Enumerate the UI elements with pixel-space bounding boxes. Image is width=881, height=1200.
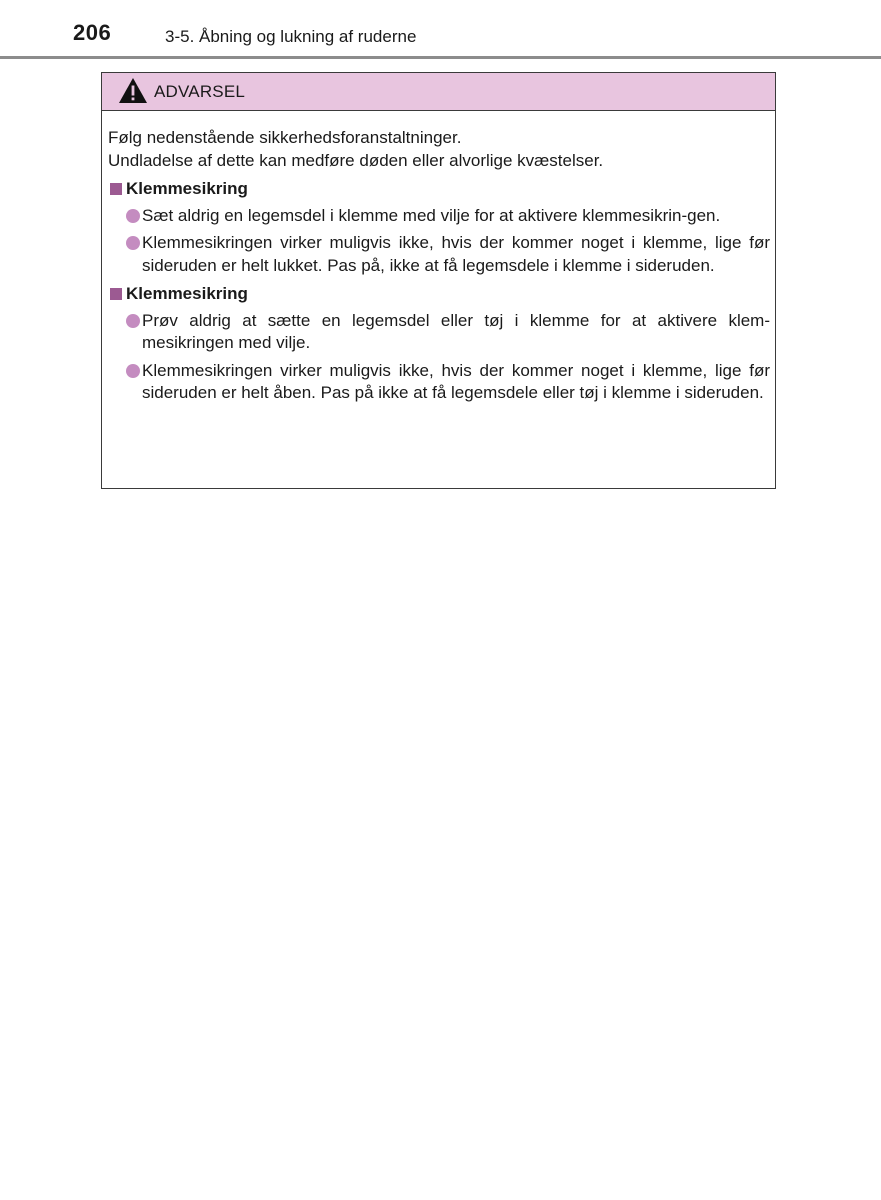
intro-line: Undladelse af dette kan medføre døden eller alvorlige kvæstelser. (108, 150, 604, 170)
bullet-item (108, 232, 770, 277)
warning-triangle-icon (118, 77, 148, 104)
section-heading-label: Klemmesikring (126, 284, 248, 303)
warning-title: ADVARSEL (154, 82, 246, 101)
round-bullet-icon (126, 364, 140, 378)
page-header (0, 0, 881, 60)
section-heading (108, 178, 770, 201)
section-heading (108, 283, 770, 306)
bullet-item (108, 310, 770, 355)
page-number: 206 (73, 20, 112, 45)
intro-line: Følg nedenstående sikkerhedsforanstaltninger. (108, 128, 462, 147)
square-bullet-icon (110, 288, 122, 300)
warning-body (108, 127, 770, 405)
bullet-text: Klemmesikringen virker muligvis ikke, hvis der kommer noget i klemme, lige før sideruden er helt åben. Pas på ikke at få legemsdele eller tøj i klemme i sideruden. (142, 360, 770, 402)
warning-box (101, 72, 776, 489)
square-bullet-icon (110, 183, 122, 195)
section-heading-label: Klemmesikring (126, 179, 248, 198)
bullet-text: Prøv aldrig at sætte en legemsdel eller tøj i klemme for at aktivere klem-mesikringen med vilje. (142, 310, 770, 352)
round-bullet-icon (126, 314, 140, 328)
warning-header (102, 73, 775, 111)
header-rule (0, 56, 881, 59)
bullet-item (108, 205, 770, 228)
bullet-text: Klemmesikringen virker muligvis ikke, hvis der kommer noget i klemme, lige før sideruden er helt lukket. Pas på, ikke at få legemsdele i klemme i sideruden. (142, 233, 770, 275)
bullet-text: Sæt aldrig en legemsdel i klemme med vilje for at aktivere klemmesikrin-gen. (142, 205, 721, 225)
round-bullet-icon (126, 236, 140, 250)
warning-intro (108, 127, 770, 172)
bullet-item (108, 360, 770, 405)
section-title: 3-5. Åbning og lukning af ruderne (165, 27, 417, 46)
round-bullet-icon (126, 209, 140, 223)
